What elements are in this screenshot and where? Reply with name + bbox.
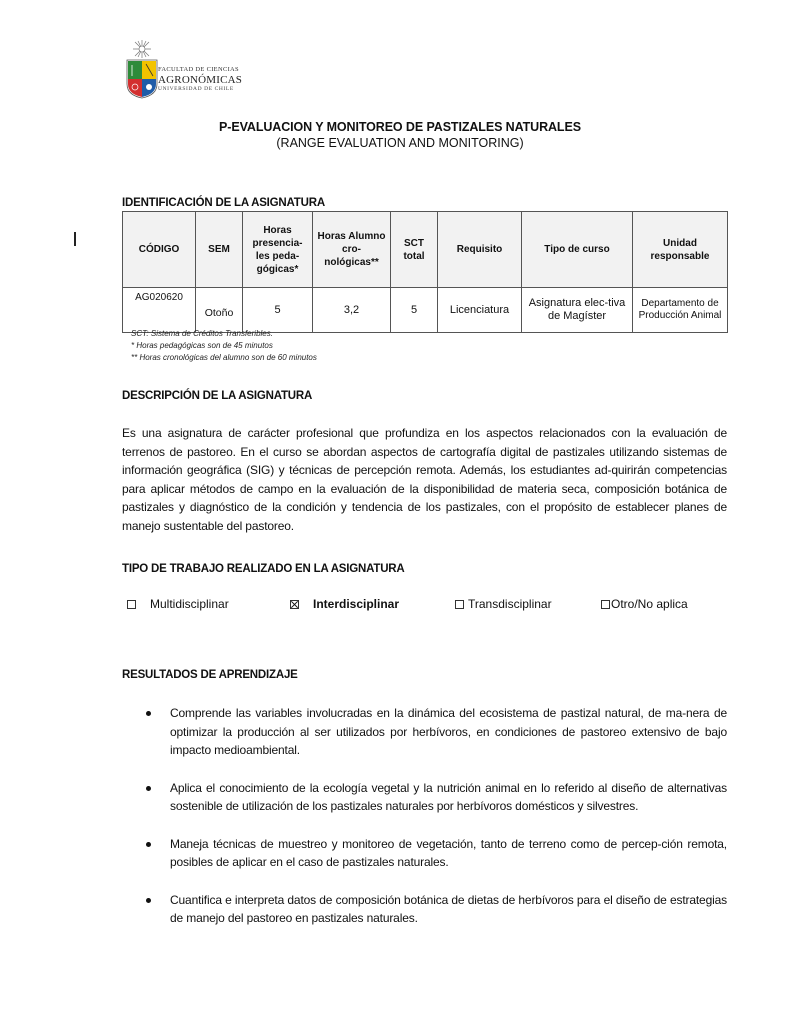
logo-line-faculty: FACULTAD DE CIENCIAS <box>158 66 239 73</box>
learning-outcomes-list <box>122 704 727 928</box>
margin-change-bar <box>74 232 76 246</box>
option-transdisciplinar[interactable] <box>455 597 552 611</box>
cell-sct-total: 5 <box>391 288 438 333</box>
footnote-sct: SCT: Sistema de Créditos Transferibles. <box>131 329 273 338</box>
bullet-icon <box>146 786 151 791</box>
list-item <box>122 779 727 816</box>
description-heading: DESCRIPCIÓN DE LA ASIGNATURA <box>122 390 313 402</box>
option-multidisciplinar[interactable] <box>127 597 229 611</box>
outcome-text: Comprende las variables involucradas en la dinámica del ecosistema de pastizal natural, de ma-nera de optimizar la producción al ser utilizados por herbívoros, en condiciones de pastoreo extensivo de bajo impacto medioambiental. <box>170 706 727 757</box>
document-subtitle: (RANGE EVALUATION AND MONITORING) <box>276 136 524 150</box>
cell-unidad: Departamento de Producción Animal <box>633 288 728 333</box>
list-item <box>122 835 727 872</box>
checkbox-unchecked-icon[interactable] <box>601 600 610 609</box>
university-crest-icon <box>122 38 162 100</box>
learning-outcomes-heading: RESULTADOS DE APRENDIZAJE <box>122 669 298 681</box>
table-footnotes <box>131 328 317 364</box>
description-paragraph: Es una asignatura de carácter profesional que profundiza en los aspectos relacionados con la evaluación de terrenos de pastoreo. En el curso se abordan aspectos de cartografía digital de pastizales utilizando sistemas de información geográfica (SIG) y técnicas de percepción remota. Además, los estudiantes ad-quirirán competencias para aplicar métodos de campo en la evaluación de la disponibilidad de materia seca, composición botánica de pastizales y diagnóstico de la condición y tendencia de los pastizales, con el propósito de establecer planes de manejo sustentable del pastoreo. <box>122 426 727 533</box>
bullet-icon <box>146 898 151 903</box>
checkbox-checked-icon[interactable] <box>290 600 299 609</box>
cell-tipo-curso: Asignatura elec-tiva de Magíster <box>522 288 633 333</box>
bullet-icon <box>146 842 151 847</box>
list-item <box>122 704 727 760</box>
checkbox-unchecked-icon[interactable] <box>455 600 464 609</box>
column-header-horas-presenciales: Horas presencia-les peda-gógicas* <box>243 212 313 288</box>
table-row <box>123 288 728 333</box>
cell-horas-presenciales: 5 <box>243 288 313 333</box>
column-header-codigo: CÓDIGO <box>123 212 196 288</box>
option-label: Interdisciplinar <box>313 597 400 611</box>
column-header-sct-total: SCT total <box>391 212 438 288</box>
footnote-horas-cronologicas: ** Horas cronológicas del alumno son de 60 minutos <box>131 353 317 362</box>
option-interdisciplinar[interactable] <box>290 597 399 611</box>
cell-horas-alumno: 3,2 <box>313 288 391 333</box>
cell-codigo: AG020620 <box>123 288 196 333</box>
option-label: Otro/No aplica <box>611 597 688 611</box>
table-header-row <box>123 212 728 288</box>
identification-table <box>122 211 728 333</box>
column-header-sem: SEM <box>196 212 243 288</box>
document-title: P-EVALUACION Y MONITOREO DE PASTIZALES NATURALES <box>219 120 581 134</box>
outcome-text: Maneja técnicas de muestreo y monitoreo de vegetación, tanto de terreno como de percep-ción remota, posibles de aplicar en el caso de pastizales naturales. <box>170 836 727 869</box>
column-header-tipo-curso: Tipo de curso <box>522 212 633 288</box>
outcome-text: Aplica el conocimiento de la ecología vegetal y la nutrición animal en lo referido al diseño de alternativas sostenible de utilización de los pastizales naturales por herbívoros domésticos y silvestres. <box>170 780 727 813</box>
bullet-icon <box>146 711 151 716</box>
cell-sem: Otoño <box>196 288 243 333</box>
option-otro-no-aplica[interactable] <box>601 597 688 611</box>
checkbox-unchecked-icon[interactable] <box>127 600 136 609</box>
logo-line-agronomicas: AGRONÓMICAS <box>158 73 243 86</box>
work-type-heading: TIPO DE TRABAJO REALIZADO EN LA ASIGNATURA <box>122 563 405 575</box>
outcome-text: Cuantifica e interpreta datos de composición botánica de dietas de herbívoros para el diseño de estrategias de manejo del pastoreo en pastizales naturales. <box>170 892 727 925</box>
footnote-horas-pedagogicas: * Horas pedagógicas son de 45 minutos <box>131 341 273 350</box>
option-label: Multidisciplinar <box>150 597 229 611</box>
logo-line-university: UNIVERSIDAD DE CHILE <box>158 85 234 92</box>
cell-requisito: Licenciatura <box>438 288 522 333</box>
list-item <box>122 891 727 928</box>
option-label: Transdisciplinar <box>468 597 552 611</box>
logo-text <box>158 67 242 92</box>
column-header-unidad: Unidad responsable <box>633 212 728 288</box>
column-header-requisito: Requisito <box>438 212 522 288</box>
work-type-options <box>0 597 800 615</box>
column-header-horas-alumno: Horas Alumno cro-nológicas** <box>313 212 391 288</box>
identification-heading: IDENTIFICACIÓN DE LA ASIGNATURA <box>122 197 325 209</box>
